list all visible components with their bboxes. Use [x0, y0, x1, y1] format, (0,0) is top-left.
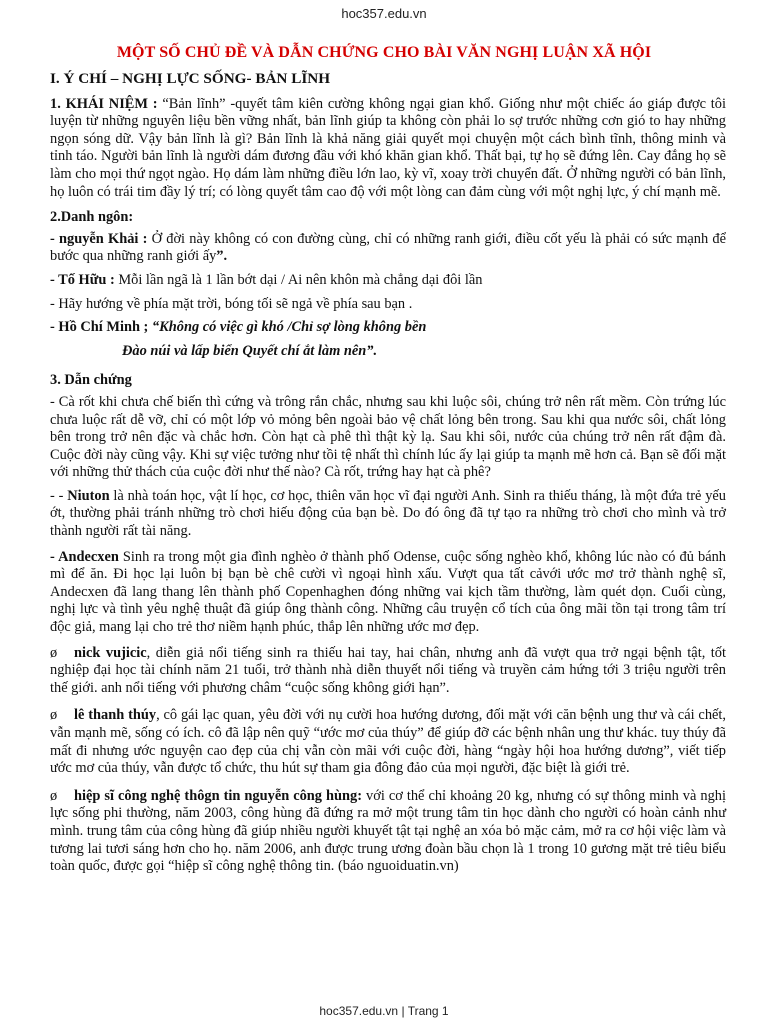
footer-page-number: Trang 1: [407, 1004, 449, 1018]
quote-author: - nguyễn Khải :: [50, 230, 148, 247]
header-site: hoc357.edu.vn: [341, 6, 427, 21]
evidence-text: , cô gái lạc quan, yêu đời với nụ cười hoa hướng dương, đối mặt với căn bệnh ung thư và cái chết, vẫn mạnh mẽ, sống có ích. cô đã lập nên quỹ “ước mơ của thúy” để giúp đỡ các bệnh nhân ung thư khác. tuy thúy đã mất đi nhưng ước nguyện cao đẹp của chị vẫn còn mãi với cuộc đời, hàng “ngày hội hoa hướng dương”, viết tiếp ước mơ của thúy, vẫn được tổ chức, thu hút sự tham gia đông đảo của mọi người, đặc biệt là giới trẻ.: [50, 707, 726, 777]
quote-to-huu: [50, 272, 726, 290]
quote-line-2: Đào núi và lấp biển Quyết chí ắt làm nên”.: [122, 342, 378, 359]
evidence-carrot: - Cà rốt khi chưa chế biến thì cứng và trông rắn chắc, nhưng sau khi luộc sôi, chúng trở nên rất mềm. Còn trứng lúc chưa luộc rất dễ vỡ, chỉ có một lớp vỏ mỏng bên ngoài bảo vệ chất lỏng bên trong. Sau khi qua nước sôi, chất lỏng bên trong trở nên đặc và chắc hơn. Còn hạt cà phê thì thật kỳ lạ. Sau khi sôi, nước của chúng trở nên rất đậm đà. Cuộc đời này cũng vậy. Khi sự việc tưởng như tồi tệ nhất thì chính lúc ấy lại giúp ta mạnh mẽ hơn cả. Bạn sẽ đối mặt với những thử thách của cuộc đời như thế nào? Cà rốt, trứng hay hạt cà phê?: [50, 393, 726, 481]
footer-site: hoc357.edu.vn: [319, 1004, 399, 1018]
quote-ho-chi-minh: [50, 319, 726, 337]
quote-text: Mỗi lần ngã là 1 lần bớt dại / Ai nên khôn mà chẳng dại đôi lần: [114, 271, 483, 288]
quote-author: - Hồ Chí Minh ;: [50, 319, 149, 336]
quote-end: ”.: [216, 248, 228, 265]
quote-ho-chi-minh-line-2: [50, 343, 726, 361]
page-footer: [0, 1004, 768, 1018]
evidence-name: nick vujicic: [74, 644, 147, 661]
evidence-heading: 3. Dẫn chứng: [50, 372, 132, 389]
document-body: [50, 68, 726, 876]
evidence-prefix: - -: [50, 487, 64, 504]
evidence-nick-vujicic: [50, 645, 726, 698]
quote-author: - Tố Hữu :: [50, 271, 115, 288]
evidence-name: - Andecxen: [50, 548, 119, 565]
concept-paragraph: [50, 96, 726, 202]
document-title: MỘT SỐ CHỦ ĐỀ VÀ DẪN CHỨNG CHO BÀI VĂN NGHỊ LUẬN XÃ HỘI: [116, 44, 652, 61]
concept-label: 1. KHÁI NIỆM :: [50, 95, 158, 112]
evidence-name: hiệp sĩ công nghệ thôgn tin nguyễn công hùng:: [74, 787, 363, 804]
section-heading: I. Ý CHÍ – NGHỊ LỰC SỐNG- BẢN LĨNH: [50, 70, 331, 87]
evidence-newton: [50, 488, 726, 541]
quotes-heading: 2.Danh ngôn:: [50, 209, 134, 226]
evidence-name: lê thanh thúy: [74, 707, 157, 724]
evidence-text: , diễn giả nổi tiếng sinh ra thiếu hai tay, hai chân, nhưng anh đã vượt qua trở ngại bệnh tật, tốt nghiệp đại học tài chính năm 21 tuổi, trở thành nhà diễn thuyết nổi tiếng và truyền cảm hứng tới 3 triệu người trên thế giới. anh nổi tiếng với phương châm “cuộc sống không giới hạn”.: [50, 644, 726, 696]
evidence-le-thanh-thuy: [50, 707, 726, 777]
bullet-icon: ø: [50, 644, 58, 661]
quote-sun: - Hãy hướng về phía mặt trời, bóng tối sẽ ngả về phía sau bạn .: [50, 295, 413, 312]
evidence-nguyen-cong-hung: [50, 788, 726, 876]
evidence-text: Sinh ra trong một gia đình nghèo ở thành phố Odense, cuộc sống nghèo khổ, không lúc nào có đủ bánh mì để ăn. Đi học lại luôn bị bạn bè chê cười vì ngoại hình xấu. Vượt qua tất cảvới ước mơ trở thành nghệ sĩ, Andecxen đã lang thang lên thành phố Copenhaghen đóng những vai kịch tầm thường, làm quét dọn. Cuối cùng, nghị lực và tình yêu nghệ thuật đã giúp ông thành công. Những câu truyện cổ tích của ông mãi tồn tại trong tâm trí độc giả, mang lại cho trẻ thơ niềm hạnh phúc, thắp lên những ước mơ đẹp.: [50, 548, 726, 636]
concept-text: “Bản lĩnh” -quyết tâm kiên cường không ngại gian khổ. Giống như một chiếc áo giáp được tôi luyện từ những nguyên liệu bền vững nhất, bản lĩnh giúp ta không còn phải lo sợ trước những cơn gió to hay những ngọn sóng dữ. Vậy bản lĩnh là gì? Bản lĩnh là khả năng giải quyết mọi chuyện một cách bình tĩnh, thông minh và tỉnh táo. Người bản lĩnh là người dám đương đầu với khó khăn gian khổ. Thất bại, tự họ sẽ đứng lên. Cay đắng họ sẽ làm cho mọi thứ ngọt ngào. Họ dám làm những điều lớn lao, kỳ vĩ, xoay trời chuyển đất. Ở những người có bản lĩnh, họ luôn có trái tim đầy lý trí; có lòng quyết tâm cao độ với một lòng can đảm cùng với một nghị lực, ý chí mạnh mẽ.: [50, 95, 726, 200]
bullet-icon: ø: [50, 787, 58, 804]
evidence-text: với cơ thể chỉ khoảng 20 kg, nhưng có sự thông minh và nghị lực sống phi thường, năm 2003, công hùng đã đứng ra mở một trung tâm tin học dành cho người có hoàn cảnh như mình. trung tâm của công hùng đã giúp nhiều người khuyết tật tại nghệ an xóa bỏ mặc cảm, mở ra cơ hội việc làm và tương lai tươi sáng hơn cho họ. năm 2006, anh được trung ương đoàn bầu chọn là 1 trong 10 gương mặt trẻ tiêu biểu toàn quốc, được gọi “hiệp sĩ công nghệ thông tin. (báo nguoiduatin.vn): [50, 787, 726, 875]
evidence-andersen: [50, 549, 726, 637]
quote-text: Ở đời này không có con đường cùng, chỉ có những ranh giới, điều cốt yếu là phải có sức mạnh để bước qua những ranh giới ấy: [50, 230, 726, 265]
evidence-text: là nhà toán học, vật lí học, cơ học, thiên văn học vĩ đại người Anh. Sinh ra thiếu tháng, là một đứa trẻ yếu ớt, thường phải tránh những trò chơi hiếu động của bạn bè. Do đó ông đã tự tạo ra những trò chơi cho mình và trở thành người rất tài năng.: [50, 487, 726, 540]
evidence-name: Niuton: [63, 487, 110, 504]
bullet-icon: ø: [50, 707, 58, 724]
footer-separator: |: [398, 1004, 408, 1018]
quote-line-1: “Không có việc gì khó /Chỉ sợ lòng không bền: [148, 319, 427, 336]
quote-nguyen-khai: [50, 231, 726, 266]
